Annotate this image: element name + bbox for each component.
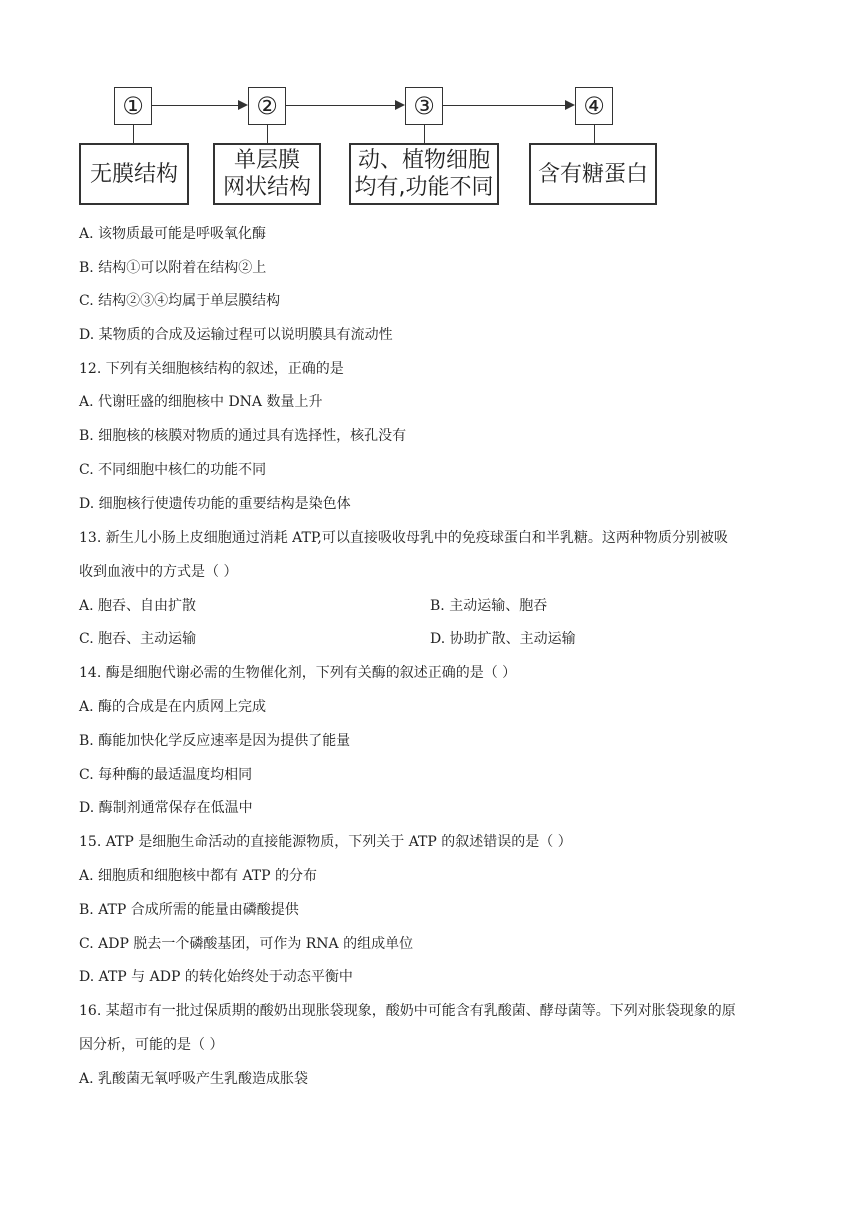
connector-2 xyxy=(267,125,268,143)
box-2 xyxy=(213,143,321,205)
connector-3 xyxy=(424,125,425,143)
box-4-line1: 含有糖蛋白 xyxy=(537,161,648,187)
q16-option-a: A. 乳酸菌无氧呼吸产生乳酸造成胀袋 xyxy=(79,1071,309,1087)
connector-4 xyxy=(594,125,595,143)
q15-option-a: A. 细胞质和细胞核中都有 ATP 的分布 xyxy=(79,868,318,884)
box-1 xyxy=(79,143,189,205)
q16-stem-line2: 因分析，可能的是（ ） xyxy=(79,1037,224,1053)
q12-option-c: C. 不同细胞中核仁的功能不同 xyxy=(79,462,267,478)
q13-option-b: B. 主动运输、胞吞 xyxy=(430,598,548,614)
q15-option-c: C. ADP 脱去一个磷酸基团，可作为 RNA 的组成单位 xyxy=(79,936,414,952)
q12-option-a: A. 代谢旺盛的细胞核中 DNA 数量上升 xyxy=(79,394,323,410)
q11-option-a: A. 该物质最可能是呼吸氧化酶 xyxy=(79,226,267,242)
node-3: ③ xyxy=(405,87,443,125)
node-4: ④ xyxy=(575,87,613,125)
q14-option-c: C. 每种酶的最适温度均相同 xyxy=(79,767,253,783)
connector-1 xyxy=(133,125,134,143)
q11-option-b: B. 结构①可以附着在结构②上 xyxy=(79,260,267,276)
box-2-line2: 网状结构 xyxy=(222,175,311,200)
box-2-line1: 单层膜 xyxy=(233,148,300,173)
q15-stem: 15. ATP 是细胞生命活动的直接能源物质，下列关于 ATP 的叙述错误的是（ ） xyxy=(79,834,572,850)
box-3-line1: 动、植物细胞 xyxy=(357,148,490,173)
q13-option-a: A. 胞吞、自由扩散 xyxy=(79,598,197,614)
q12-stem: 12. 下列有关细胞核结构的叙述，正确的是 xyxy=(79,361,344,377)
box-4 xyxy=(529,143,657,205)
q15-option-b: B. ATP 合成所需的能量由磷酸提供 xyxy=(79,902,299,918)
box-3 xyxy=(349,143,499,205)
q13-option-c: C. 胞吞、主动运输 xyxy=(79,631,197,647)
q15-option-d: D. ATP 与 ADP 的转化始终处于动态平衡中 xyxy=(79,969,353,985)
organelle-diagram xyxy=(0,0,860,215)
node-2: ② xyxy=(248,87,286,125)
q14-option-a: A. 酶的合成是在内质网上完成 xyxy=(79,699,267,715)
q12-option-d: D. 细胞核行使遗传功能的重要结构是染色体 xyxy=(79,496,351,512)
box-1-line1: 无膜结构 xyxy=(89,161,178,187)
box-3-line2: 均有,功能不同 xyxy=(354,175,494,200)
q13-stem-line2: 收到血液中的方式是（ ） xyxy=(79,564,238,580)
node-1: ① xyxy=(114,87,152,125)
arrow-2-3 xyxy=(286,105,403,106)
q11-option-c: C. 结构②③④均属于单层膜结构 xyxy=(79,293,281,309)
q12-option-b: B. 细胞核的核膜对物质的通过具有选择性，核孔没有 xyxy=(79,428,407,444)
q13-stem-line1: 13. 新生儿小肠上皮细胞通过消耗 ATP,可以直接吸收母乳中的免疫球蛋白和半乳糖。这两种物质分别被吸 xyxy=(79,530,728,546)
arrow-1-2 xyxy=(152,105,246,106)
q13-option-d: D. 协助扩散、主动运输 xyxy=(430,631,576,647)
q14-stem: 14. 酶是细胞代谢必需的生物催化剂，下列有关酶的叙述正确的是（ ） xyxy=(79,665,517,681)
q16-stem-line1: 16. 某超市有一批过保质期的酸奶出现胀袋现象，酸奶中可能含有乳酸菌、酵母菌等。下列对胀袋现象的原 xyxy=(79,1003,736,1019)
q14-option-b: B. 酶能加快化学反应速率是因为提供了能量 xyxy=(79,733,351,749)
q11-option-d: D. 某物质的合成及运输过程可以说明膜具有流动性 xyxy=(79,327,393,343)
arrow-3-4 xyxy=(443,105,573,106)
q14-option-d: D. 酶制剂通常保存在低温中 xyxy=(79,800,253,816)
